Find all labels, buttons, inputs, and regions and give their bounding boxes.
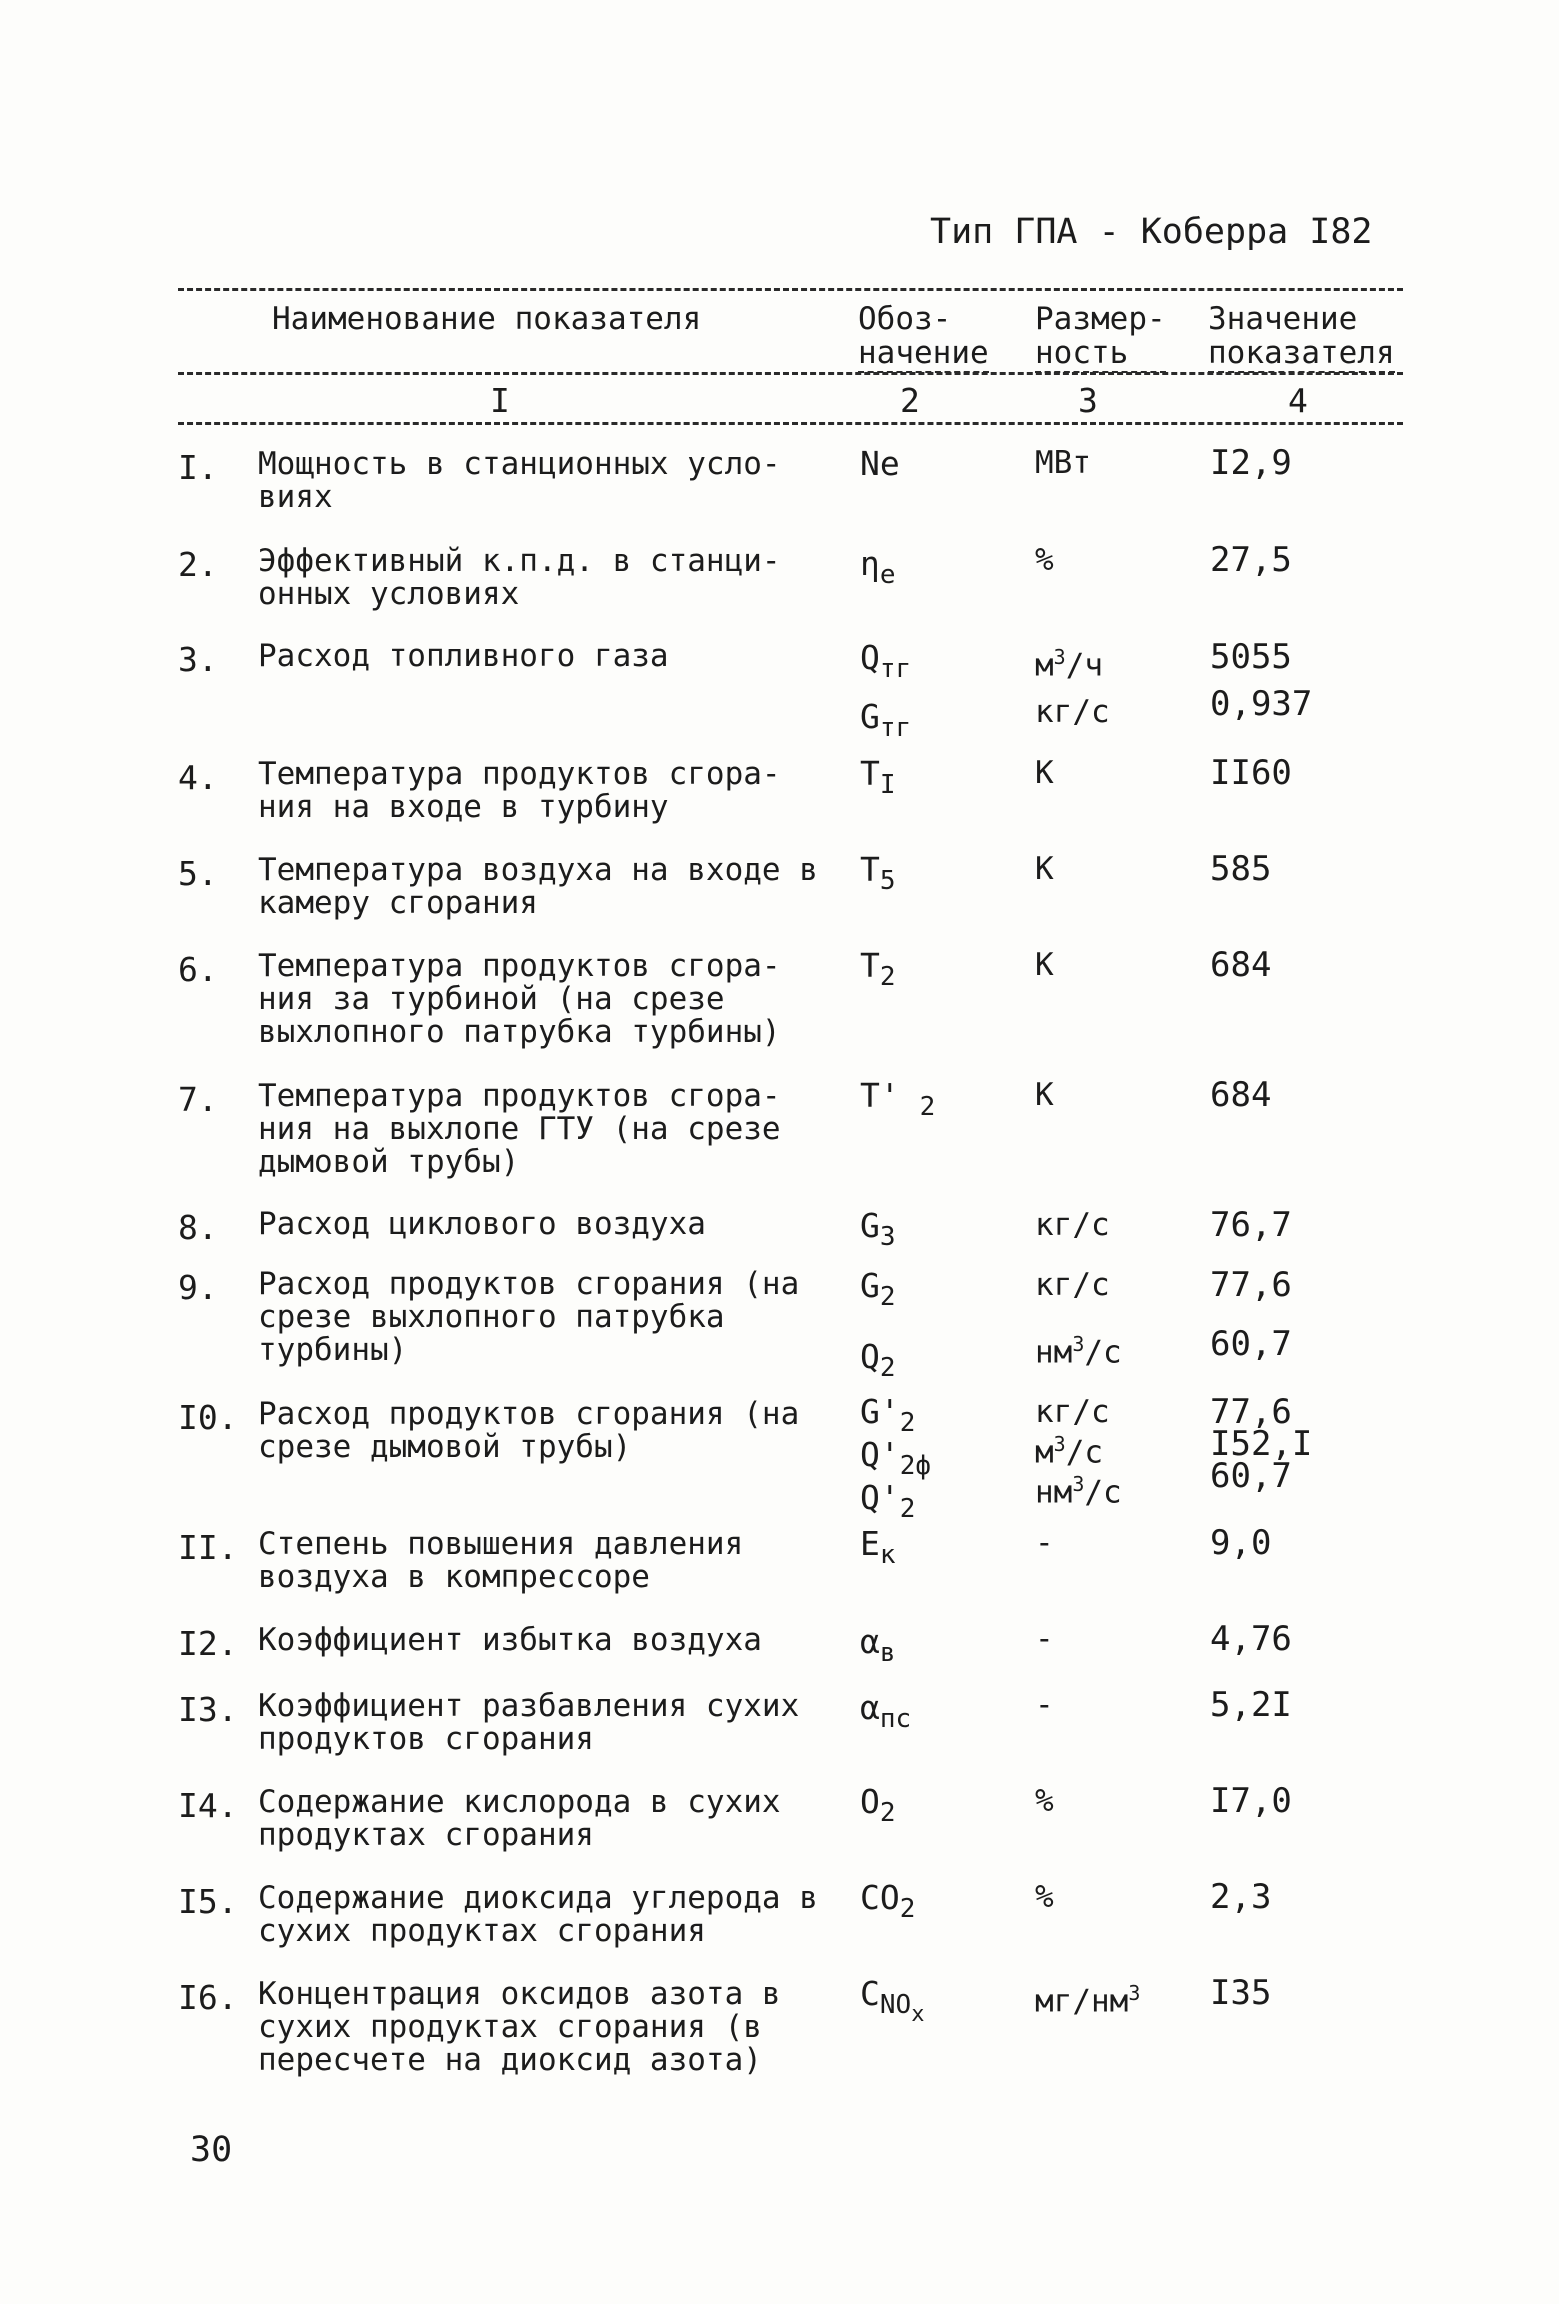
- row-number: 6.: [178, 950, 218, 989]
- row-number: I5.: [178, 1882, 238, 1921]
- row-dimension: $мг/нм^3$: [1035, 1981, 1141, 2020]
- row-name: Температура продуктов сгора- ния за турбиной (на срезе выхлопного патрубка турбины): [258, 948, 781, 1050]
- row-dimension: %: [1035, 542, 1054, 578]
- row-name: Расход продуктов сгорания (на срезе выхлопного патрубка турбины): [258, 1266, 800, 1368]
- row-number: I6.: [178, 1978, 238, 2017]
- row-value: 77,6 60,7: [1210, 1265, 1292, 1364]
- row-dimension: МВт: [1035, 445, 1091, 481]
- row-name: Температура продуктов сгора- ния на входе в турбину: [258, 756, 781, 825]
- col-number-2: 2: [900, 381, 920, 420]
- row-symbol: $T_5$: [860, 850, 896, 896]
- col-header-value-line2: показателя: [1208, 335, 1395, 371]
- row-symbol: $C_{NO_x}$: [860, 1974, 925, 2027]
- row-value: 684: [1210, 1075, 1272, 1115]
- header-mid-rule: [178, 372, 1403, 375]
- row-symbol: Ne: [860, 444, 900, 483]
- row-dimension: -: [1035, 1621, 1054, 1657]
- row-name: Коэффициент избытка воздуха: [258, 1622, 762, 1658]
- row-number: 3.: [178, 640, 218, 679]
- col-header-dimension-line2: ность: [1035, 336, 1166, 373]
- col-number-1: I: [490, 381, 510, 420]
- row-symbol: $Q_{тг}$ $G_{тг}$: [860, 638, 912, 743]
- col-header-symbol: [858, 302, 989, 373]
- row-number: I2.: [178, 1624, 238, 1663]
- row-value: 2,3: [1210, 1877, 1272, 1917]
- row-name: Расход циклового воздуха: [258, 1206, 706, 1242]
- row-name: Мощность в станционных усло- виях: [258, 446, 781, 515]
- col-header-name: Наименование показателя: [272, 301, 702, 337]
- row-symbol: $G'_2$ $Q'_{2ф}$ $Q'_2$: [860, 1392, 932, 1524]
- row-symbol: $G_2$ $Q_2$: [860, 1266, 896, 1383]
- row-value: 585: [1210, 849, 1272, 889]
- row-number: 9.: [178, 1268, 218, 1307]
- row-number: 5.: [178, 854, 218, 893]
- row-value: 27,5: [1210, 540, 1292, 580]
- row-value: 5,2I: [1210, 1685, 1292, 1725]
- row-name: Коэффициент разбавления сухих продуктов сгорания: [258, 1688, 800, 1757]
- col-header-dimension: [1035, 302, 1166, 373]
- row-name: Расход топливного газа: [258, 638, 669, 674]
- row-number: I0.: [178, 1398, 238, 1437]
- row-symbol: $\alpha_в$: [860, 1622, 896, 1668]
- row-value: I7,0: [1210, 1781, 1292, 1821]
- row-number: 8.: [178, 1208, 218, 1247]
- row-dimension: %: [1035, 1879, 1054, 1915]
- row-value: I35: [1210, 1973, 1272, 2013]
- row-dimension: -: [1035, 1687, 1054, 1723]
- col-header-symbol-line1: Обоз-: [858, 301, 952, 337]
- row-symbol: $E_к$: [860, 1524, 896, 1570]
- col-header-value: [1208, 302, 1395, 373]
- row-dimension: $м^3/ч$ кг/с: [1035, 645, 1110, 731]
- row-symbol: $G_3$: [860, 1206, 896, 1252]
- row-number: 7.: [178, 1080, 218, 1119]
- row-number: I3.: [178, 1690, 238, 1729]
- row-value: 9,0: [1210, 1523, 1272, 1563]
- row-symbol: $O_2$: [860, 1782, 896, 1828]
- row-symbol: $T_2$: [860, 946, 896, 992]
- row-name: Степень повышения давления воздуха в компрессоре: [258, 1526, 744, 1595]
- row-name: Температура воздуха на входе в камеру сгорания: [258, 852, 818, 921]
- row-dimension: К: [1035, 755, 1054, 791]
- row-value: 4,76: [1210, 1619, 1292, 1659]
- row-name: Расход продуктов сгорания (на срезе дымовой трубы): [258, 1396, 800, 1465]
- row-dimension: кг/с $нм^3/с$: [1035, 1267, 1122, 1371]
- row-value: I2,9: [1210, 443, 1292, 483]
- row-number: 2.: [178, 545, 218, 584]
- row-name: Температура продуктов сгора- ния на выхлопе ГТУ (на срезе дымовой трубы): [258, 1078, 781, 1180]
- row-symbol: $\alpha_{пс}$: [860, 1688, 912, 1734]
- row-dimension: К: [1035, 1077, 1054, 1113]
- unit-type-title: Тип ГПА - Коберра I82: [930, 212, 1373, 252]
- col-number-3: 3: [1078, 381, 1098, 420]
- row-symbol: $T_I$: [860, 754, 896, 800]
- row-dimension: %: [1035, 1783, 1054, 1819]
- row-value: 684: [1210, 945, 1272, 985]
- row-number: II.: [178, 1528, 238, 1567]
- row-value: 77,6 I52,I 60,7: [1210, 1392, 1313, 1496]
- row-value: 76,7: [1210, 1205, 1292, 1245]
- row-dimension: -: [1035, 1525, 1054, 1561]
- header-bottom-rule: [178, 422, 1403, 425]
- row-value: II60: [1210, 753, 1292, 793]
- row-name: Содержание диоксида углерода в сухих продуктах сгорания: [258, 1880, 818, 1949]
- row-value: 5055 0,937: [1210, 637, 1313, 724]
- page-number: 30: [190, 2130, 233, 2170]
- row-dimension: кг/с: [1035, 1207, 1110, 1243]
- col-header-value-line1: Значение: [1208, 301, 1358, 337]
- row-symbol: T' $_2$: [860, 1076, 936, 1122]
- row-symbol: $\eta_е$: [860, 544, 896, 590]
- row-dimension: кг/с $м^3/с$ $нм^3/с$: [1035, 1394, 1122, 1511]
- col-number-4: 4: [1288, 381, 1308, 420]
- row-symbol: $CO_2$: [860, 1878, 916, 1924]
- table-top-rule: [178, 288, 1403, 291]
- row-dimension: К: [1035, 851, 1054, 887]
- row-dimension: К: [1035, 947, 1054, 983]
- row-number: I4.: [178, 1786, 238, 1825]
- row-name: Содержание кислорода в сухих продуктах сгорания: [258, 1784, 781, 1853]
- row-name: Концентрация оксидов азота в сухих продуктах сгорания (в пересчете на диоксид азота): [258, 1976, 781, 2078]
- col-header-symbol-line2: начение: [858, 335, 989, 371]
- row-number: I.: [178, 448, 218, 487]
- row-name: Эффективный к.п.д. в станци- онных условиях: [258, 543, 781, 612]
- row-number: 4.: [178, 758, 218, 797]
- col-header-dimension-line1: Размер-: [1035, 301, 1166, 337]
